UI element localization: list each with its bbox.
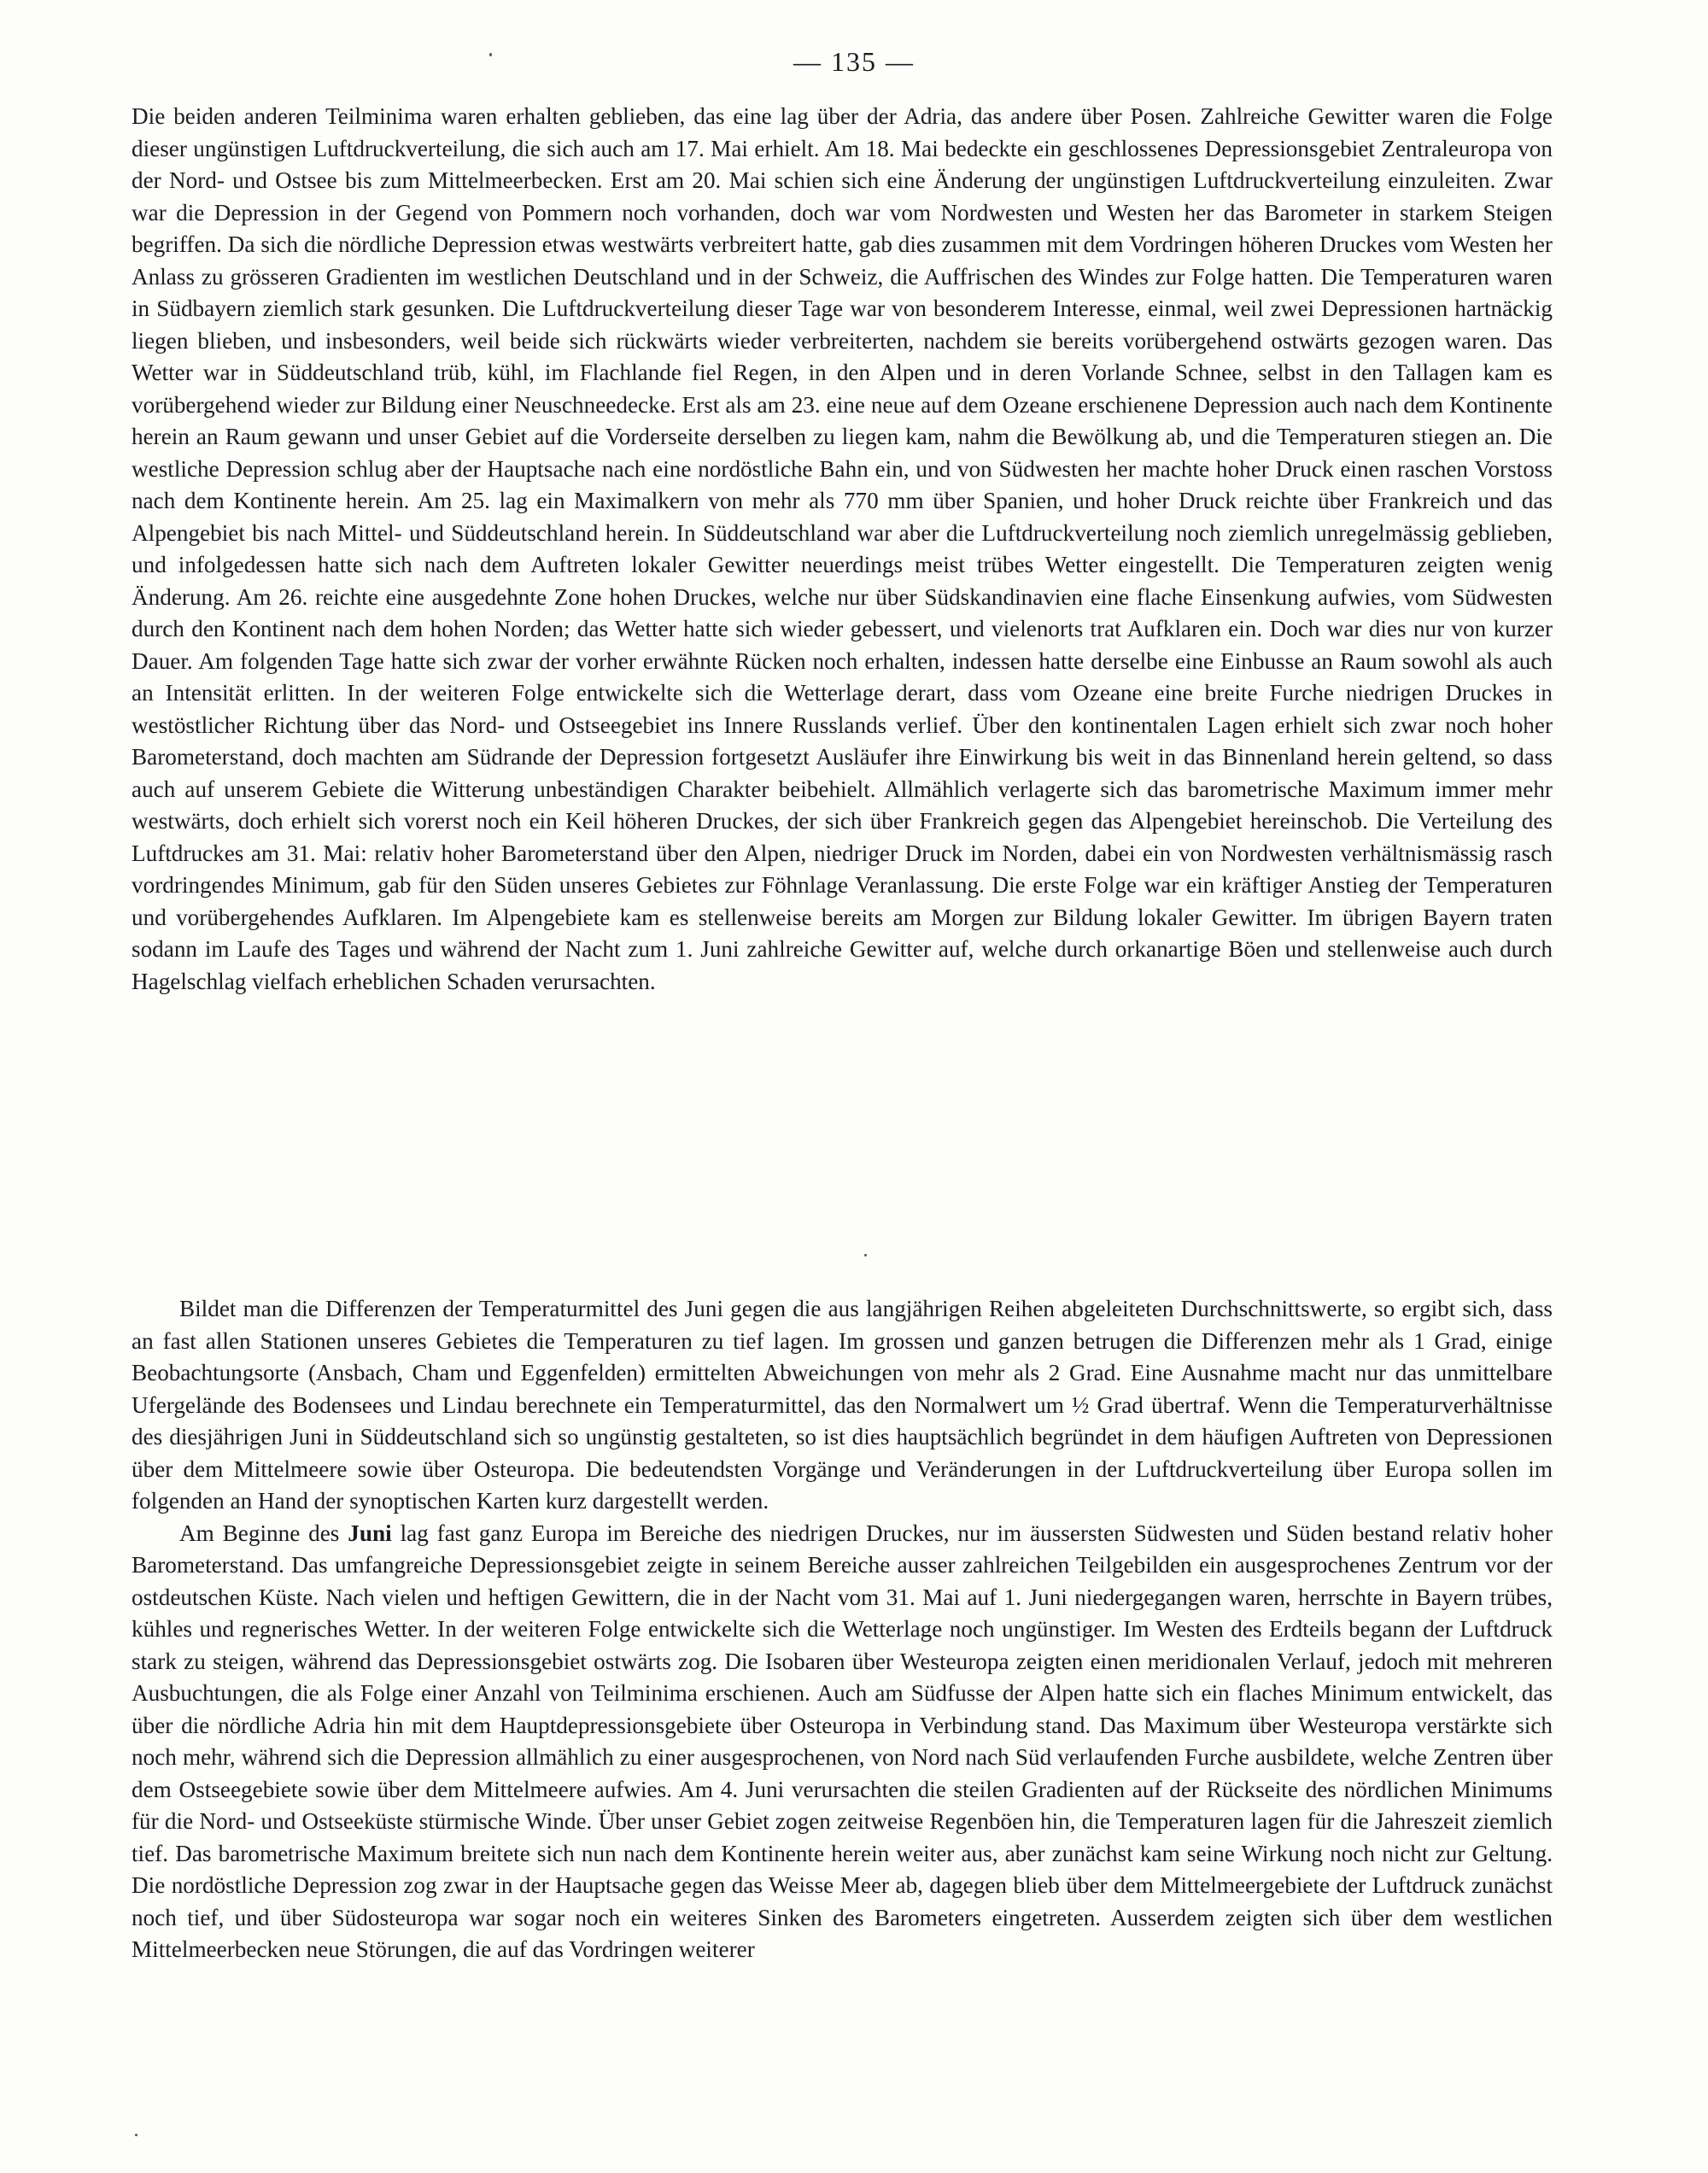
scan-speck: [489, 53, 492, 56]
scan-speck: [135, 2134, 137, 2136]
paragraph-rest: lag fast ganz Europa im Bereiche des niedrigen Druckes, nur im äussersten Südwesten und Süden bestand relativ hoher Barometerstand. Das umfangreiche Depressionsgebiet zeigte in seinem Bereiche ausser zahlreichen Teilgebilden ein ausgesprochenes Zentrum vor der ostdeutschen Küste. Nach vielen und heftigen Gewittern, die in der Nacht vom 31. Mai auf 1. Juni niedergegangen waren, herrschte in Bayern trübes, kühles und regnerisches Wetter. In der weiteren Folge entwickelte sich die Wetterlage noch ungünstiger. Im Westen des Erdteils begann der Luftdruck stark zu steigen, während das Depressionsgebiet ostwärts zog. Die Isobaren über Westeuropa zeigten einen meridionalen Verlauf, jedoch mit mehreren Ausbuchtungen, die als Folge einer Anzahl von Teilminima erschienen. Auch am Südfusse der Alpen hatte sich ein flaches Minimum entwickelt, das über die nördliche Adria hin mit dem Hauptdepressionsgebiete über Osteuropa in Verbindung stand. Das Maximum über Westeuropa verstärkte sich noch mehr, während sich die Depression allmählich zu einer ausgesprochenen, von Nord nach Süd verlaufenden Furche ausbildete, welche Zentren über dem Ostseegebiete sowie über dem Mittelmeere aufwies. Am 4. Juni verursachten die steilen Gradienten auf der Rückseite des nördlichen Minimums für die Nord- und Ostseeküste stürmische Winde. Über unser Gebiet zogen zeitweise Regenböen hin, die Temperaturen lagen für die Jahreszeit ziemlich tief. Das barometrische Maximum breitete sich nun nach dem Kontinente herein weiter aus, aber zunächst kam seine Wirkung noch nicht zur Geltung. Die nordöstliche Depression zog zwar in der Hauptsache gegen das Weisse Meer ab, dagegen blieb über dem Mittelmeergebiete der Luftdruck zunächst noch tief, und über Südosteuropa war sogar noch ein weiteres Sinken des Barometers eingetreten. Ausserdem zeigten sich über dem westlichen Mittelmeerbecken neue Störungen, die auf das Vordringen weiterer: [132, 1520, 1553, 1962]
scan-speck: [864, 1254, 867, 1256]
month-label: Juni: [348, 1520, 392, 1546]
page-number: — 135 —: [793, 46, 915, 77]
paragraph-lead: Am Beginne des: [179, 1520, 340, 1546]
text-section-may: [132, 101, 1553, 998]
paragraph: Die beiden anderen Teilminima waren erhalten geblieben, das eine lag über der Adria, das andere über Posen. Zahlreiche Gewitter waren die Folge dieser ungünstigen Luftdruckverteilung, die sich auch am 17. Mai erhielt. Am 18. Mai bedeckte ein geschlossenes Depressionsgebiet Zentraleuropa von der Nord- und Ostsee bis zum Mittelmeerbecken. Erst am 20. Mai schien sich eine Änderung der ungünstigen Luftdruckverteilung einzuleiten. Zwar war die Depression in der Gegend von Pommern noch vorhanden, doch war vom Nordwesten und Westen her das Barometer in starkem Steigen begriffen. Da sich die nördliche Depression etwas westwärts verbreitert hatte, gab dies zusammen mit dem Vordringen höheren Druckes vom Westen her Anlass zu grösseren Gradienten im westlichen Deutschland und in der Schweiz, die Auffrischen des Windes zur Folge hatten. Die Temperaturen waren in Südbayern ziemlich stark gesunken. Die Luftdruckverteilung dieser Tage war von besonderem Interesse, einmal, weil zwei Depressionen hartnäckig liegen blieben, und insbesonders, weil beide sich rückwärts wieder verbreiterten, nachdem sie bereits vorübergehend ostwärts gezogen waren. Das Wetter war in Süddeutschland trüb, kühl, im Flachlande fiel Regen, in den Alpen und in deren Vorlande Schnee, selbst in den Tallagen kam es vorübergehend wieder zur Bildung einer Neuschneedecke. Erst als am 23. eine neue auf dem Ozeane erschienene Depression auch nach dem Kontinente herein an Raum gewann und unser Gebiet auf die Vorderseite derselben zu liegen kam, nahm die Bewölkung ab, und die Temperaturen stiegen an. Die westliche Depression schlug aber der Hauptsache nach eine nordöstliche Bahn ein, und von Südwesten her machte hoher Druck einen raschen Vorstoss nach dem Kontinente herein. Am 25. lag ein Maximalkern von mehr als 770 mm über Spanien, und hoher Druck reichte über Frankreich und das Alpengebiet bis nach Mittel- und Süddeutschland herein. In Süddeutschland war aber die Luftdruckverteilung noch ziemlich unregelmässig geblieben, und infolgedessen hatte sich nach dem Auftreten lokaler Gewitter neuerdings meist trübes Wetter eingestellt. Die Temperaturen zeigten wenig Änderung. Am 26. reichte eine ausgedehnte Zone hohen Druckes, welche nur über Südskandinavien eine flache Einsenkung aufwies, vom Südwesten durch den Kontinent nach dem hohen Norden; das Wetter hatte sich wieder gebessert, und vielenorts trat Aufklaren ein. Doch war dies nur von kurzer Dauer. Am folgenden Tage hatte sich zwar der vorher erwähnte Rücken noch erhalten, indessen hatte derselbe eine Einbusse an Raum sowohl als auch an Intensität erlitten. In der weiteren Folge entwickelte sich die Wetterlage derart, dass vom Ozeane eine breite Furche niedrigen Druckes in westöstlicher Richtung über das Nord- und Ostseegebiet ins Innere Russlands verlief. Über den kontinentalen Lagen erhielt sich zwar noch hoher Barometerstand, doch machten am Südrande der Depression fortgesetzt Ausläufer ihre Einwirkung bis weit in das Binnenland herein geltend, so dass auch auf unserem Gebiete die Witterung unbeständigen Charakter beibehielt. Allmählich verlagerte sich das barometrische Maximum immer mehr westwärts, doch erhielt sich vorerst noch ein Keil höheren Druckes, der sich über Frankreich gegen das Alpengebiet hereinschob. Die Verteilung des Luftdruckes am 31. Mai: relativ hoher Barometerstand über den Alpen, niedriger Druck im Norden, dabei ein von Nordwesten verhältnismässig rasch vordringendes Minimum, gab für den Süden unseres Gebietes zur Föhnlage Veranlassung. Die erste Folge war ein kräftiger Anstieg der Temperaturen und vorübergehendes Aufklaren. Im Alpengebiete kam es stellenweise bereits am Morgen zur Bildung lokaler Gewitter. Im übrigen Bayern traten sodann im Laufe des Tages und während der Nacht zum 1. Juni zahlreiche Gewitter auf, welche durch orkanartige Böen und stellenweise auch durch Hagelschlag vielfach erheblichen Schaden verursachten.: [132, 103, 1553, 994]
text-section-june: [132, 1293, 1553, 1966]
paragraph: Bildet man die Differenzen der Temperaturmittel des Juni gegen die aus langjährigen Reihen abgeleiteten Durchschnittswerte, so ergibt sich, dass an fast allen Stationen unseres Gebietes die Temperaturen zu tief lagen. Im grossen und ganzen betrugen die Differenzen mehr als 1 Grad, einige Beobachtungsorte (Ansbach, Cham und Eggenfelden) ermittelten Abweichungen von mehr als 2 Grad. Eine Ausnahme macht nur das unmittelbare Ufergelände des Bodensees und Lindau berechnete ein Temperaturmittel, das den Normalwert um ½ Grad übertraf. Wenn die Temperaturverhältnisse des diesjährigen Juni in Süddeutschland sich so ungünstig gestalteten, so ist dies hauptsächlich begründet in dem häufigen Auftreten von Depressionen über dem Mittelmeere sowie über Osteuropa. Die bedeutendsten Vorgänge und Veränderungen in der Luftdruckverteilung über Europa sollen im folgenden an Hand der synoptischen Karten kurz dargestellt werden.: [132, 1296, 1553, 1514]
paragraph: [132, 1518, 1553, 1966]
